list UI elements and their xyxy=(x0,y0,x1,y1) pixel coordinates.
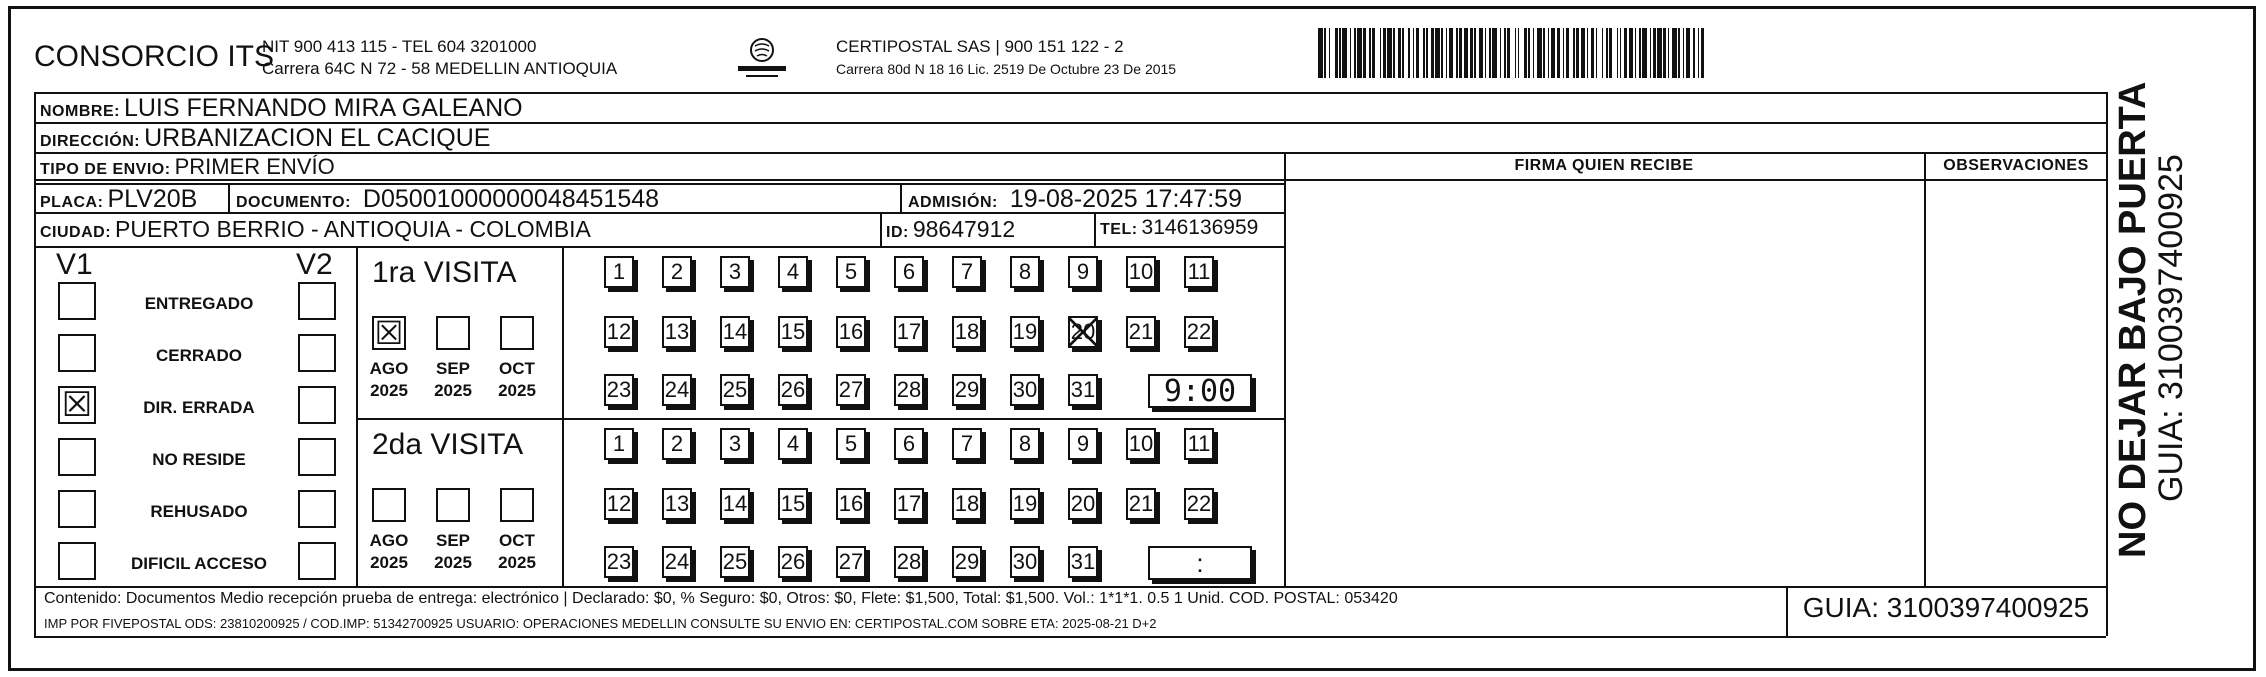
rule xyxy=(228,183,230,212)
year-label: 2025 xyxy=(498,553,536,572)
placa-value: PLV20B xyxy=(107,185,198,213)
rule xyxy=(2106,92,2108,636)
admision-value: 19-08-2025 17:47:59 xyxy=(1009,185,1242,213)
status-v1-checkbox[interactable] xyxy=(58,542,96,580)
day-checkbox[interactable]: 6 xyxy=(894,428,924,460)
tel-value: 3146136959 xyxy=(1141,216,1259,239)
observations-area[interactable] xyxy=(1930,186,2100,580)
day-checkbox[interactable]: 28 xyxy=(894,374,924,406)
status-v1-checkbox[interactable] xyxy=(58,334,96,372)
direccion-value: URBANIZACION EL CACIQUE xyxy=(144,124,491,152)
direccion-row xyxy=(40,124,490,153)
status-v2-checkbox[interactable] xyxy=(298,490,336,528)
day-checkbox[interactable]: 13 xyxy=(662,316,692,348)
rule xyxy=(1284,152,1286,586)
status-v2-checkbox[interactable] xyxy=(298,334,336,372)
documento-row xyxy=(236,185,659,214)
nombre-label: NOMBRE: xyxy=(40,103,120,120)
day-checkbox[interactable]: 4 xyxy=(778,428,808,460)
id-value: 98647912 xyxy=(912,216,1016,242)
tel-row xyxy=(1100,216,1258,240)
status-v1-checkbox[interactable] xyxy=(58,438,96,476)
visit-title: 1ra VISITA xyxy=(372,256,517,289)
status-v1-checkbox[interactable] xyxy=(58,282,96,320)
admision-label: ADMISIÓN: xyxy=(908,194,998,211)
id-label: ID: xyxy=(886,224,909,241)
day-checkbox[interactable]: 2 xyxy=(662,428,692,460)
status-v2-checkbox[interactable] xyxy=(298,386,336,424)
status-v1-checkbox[interactable]: ☒ xyxy=(58,386,96,424)
day-checkbox[interactable]: 15 xyxy=(778,316,808,348)
tipo-value: PRIMER ENVÍO xyxy=(174,154,335,179)
courier-name: CERTIPOSTAL SAS | 900 151 122 - 2 xyxy=(836,37,1124,56)
day-checkbox[interactable]: 8 xyxy=(1010,256,1040,288)
day-checkbox[interactable]: 10 xyxy=(1126,256,1156,288)
day-checkbox[interactable]: 12 xyxy=(604,316,634,348)
month-checkbox[interactable] xyxy=(436,316,470,350)
year-label: 2025 xyxy=(434,381,472,400)
status-v2-checkbox[interactable] xyxy=(298,542,336,580)
day-checkbox[interactable]: 25 xyxy=(720,546,750,578)
direccion-label: DIRECCIÓN: xyxy=(40,133,141,150)
footer-print-info: IMP POR FIVEPOSTAL ODS: 23810200925 / COD.IMP: 51342700925 USUARIO: OPERACIONES MEDELLIN CONSULTE SU ENVIO EN: CERTIPOSTAL.COM SOBRE ETA: 2025-08-21 D+2 xyxy=(44,616,1157,631)
day-checkbox[interactable]: 26 xyxy=(778,546,808,578)
day-checkbox[interactable]: 7 xyxy=(952,256,982,288)
day-checkbox[interactable]: 3 xyxy=(720,428,750,460)
day-checkbox[interactable]: 5 xyxy=(836,428,866,460)
rule xyxy=(1094,212,1096,246)
day-checkbox[interactable]: 27 xyxy=(836,546,866,578)
documento-label: DOCUMENTO: xyxy=(236,194,351,211)
day-checkbox[interactable]: 24 xyxy=(662,546,692,578)
month-label: SEP xyxy=(435,359,471,378)
day-checkbox[interactable]: 14 xyxy=(720,488,750,520)
year-label: 2025 xyxy=(370,381,408,400)
day-checkbox[interactable]: 28 xyxy=(894,546,924,578)
day-checkbox[interactable]: 26 xyxy=(778,374,808,406)
visit-time[interactable]: : xyxy=(1148,546,1252,580)
day-checkbox[interactable]: 29 xyxy=(952,374,982,406)
company-name: CONSORCIO ITS xyxy=(34,40,275,73)
month-label: OCT xyxy=(499,359,535,378)
year-label: 2025 xyxy=(370,553,408,572)
month-checkbox[interactable] xyxy=(372,488,406,522)
day-checkbox[interactable]: 27 xyxy=(836,374,866,406)
month-checkbox[interactable] xyxy=(436,488,470,522)
id-row xyxy=(886,216,1015,243)
month-checkbox[interactable] xyxy=(500,316,534,350)
nombre-value: LUIS FERNANDO MIRA GALEANO xyxy=(123,94,523,122)
status-option-label: DIFICIL ACCESO xyxy=(130,554,267,573)
day-checkbox[interactable]: 14 xyxy=(720,316,750,348)
day-checkbox[interactable]: 20 xyxy=(1068,316,1098,348)
ciudad-row xyxy=(40,216,591,243)
day-checkbox[interactable]: 8 xyxy=(1010,428,1040,460)
status-option-label: CERRADO xyxy=(156,346,242,365)
day-checkbox[interactable]: 30 xyxy=(1010,546,1040,578)
tipo-label: TIPO DE ENVIO: xyxy=(40,161,171,178)
rule-footer xyxy=(34,636,2106,638)
certipostal-logo xyxy=(732,34,792,84)
day-checkbox[interactable]: 4 xyxy=(778,256,808,288)
rule xyxy=(356,418,1284,420)
year-label: 2025 xyxy=(498,381,536,400)
admision-row xyxy=(908,185,1242,214)
footer-content: Contenido: Documentos Medio recepción prueba de entrega: electrónico | Declarado: $0, % Seguro: $0, Otros: $0, Flete: $1,500, Total: $1,500. Vol.: 1*1*1. 0.5 1 Unid. COD. POSTAL: 053420 xyxy=(44,590,1398,607)
day-checkbox[interactable]: 1 xyxy=(604,256,634,288)
status-v2-checkbox[interactable] xyxy=(298,438,336,476)
barcode xyxy=(1318,28,1951,78)
month-checkbox[interactable]: ☒ xyxy=(372,316,406,350)
day-checkbox[interactable]: 12 xyxy=(604,488,634,520)
v1-label: V1 xyxy=(56,248,93,281)
month-label: AGO xyxy=(369,359,409,378)
tipo-row xyxy=(40,154,335,180)
placa-row xyxy=(40,185,197,214)
status-v2-checkbox[interactable] xyxy=(298,282,336,320)
observaciones-label: OBSERVACIONES xyxy=(1943,157,2089,174)
day-checkbox[interactable]: 7 xyxy=(952,428,982,460)
v2-label: V2 xyxy=(296,248,333,281)
day-checkbox[interactable]: 18 xyxy=(952,488,982,520)
day-checkbox[interactable]: 9 xyxy=(1068,428,1098,460)
side-warning: NO DEJAR BAJO PUERTA xyxy=(2112,81,2154,558)
day-checkbox[interactable]: 19 xyxy=(1010,316,1040,348)
status-option-label: REHUSADO xyxy=(150,502,248,521)
day-checkbox[interactable]: 29 xyxy=(952,546,982,578)
month-label: OCT xyxy=(499,531,535,550)
day-checkbox[interactable]: 17 xyxy=(894,316,924,348)
month-checkbox[interactable] xyxy=(500,488,534,522)
day-checkbox[interactable]: 5 xyxy=(836,256,866,288)
day-checkbox[interactable]: 1 xyxy=(604,428,634,460)
visit-time[interactable]: 9:00 xyxy=(1148,374,1252,408)
rule xyxy=(34,246,1284,248)
rule xyxy=(34,92,36,636)
status-option-label: NO RESIDE xyxy=(152,450,246,469)
visit-title: 2da VISITA xyxy=(372,428,524,461)
day-checkbox[interactable]: 10 xyxy=(1126,428,1156,460)
day-checkbox[interactable]: 19 xyxy=(1010,488,1040,520)
day-checkbox[interactable]: 15 xyxy=(778,488,808,520)
nombre-row xyxy=(40,94,523,123)
documento-value: D05001000000048451548 xyxy=(362,185,660,213)
day-checkbox[interactable]: 21 xyxy=(1126,488,1156,520)
status-option-label: DIR. ERRADA xyxy=(143,398,255,417)
day-checkbox[interactable]: 24 xyxy=(662,374,692,406)
day-checkbox[interactable]: 11 xyxy=(1184,256,1214,288)
year-label: 2025 xyxy=(434,553,472,572)
courier-address: Carrera 80d N 18 16 Lic. 2519 De Octubre 23 De 2015 xyxy=(836,61,1177,77)
status-v1-checkbox[interactable] xyxy=(58,490,96,528)
day-checkbox[interactable]: 17 xyxy=(894,488,924,520)
status-option-label: ENTREGADO xyxy=(144,294,254,313)
day-checkbox[interactable]: 20 xyxy=(1068,488,1098,520)
rule xyxy=(880,212,882,246)
tel-label: TEL: xyxy=(1100,221,1138,238)
placa-label: PLACA: xyxy=(40,194,104,211)
day-checkbox[interactable]: 22 xyxy=(1184,488,1214,520)
rule xyxy=(1924,152,1926,586)
day-checkbox[interactable]: 18 xyxy=(952,316,982,348)
footer-guia: GUIA: 3100397400925 xyxy=(1802,592,2090,623)
company-address: Carrera 64C N 72 - 58 MEDELLIN ANTIOQUIA xyxy=(262,59,618,78)
day-checkbox[interactable]: 25 xyxy=(720,374,750,406)
ciudad-label: CIUDAD: xyxy=(40,224,112,241)
day-checkbox[interactable]: 31 xyxy=(1068,546,1098,578)
day-checkbox[interactable]: 30 xyxy=(1010,374,1040,406)
signature-area[interactable] xyxy=(1290,186,1918,580)
firma-label: FIRMA QUIEN RECIBE xyxy=(1514,157,1694,174)
day-checkbox[interactable]: 13 xyxy=(662,488,692,520)
day-checkbox[interactable]: 6 xyxy=(894,256,924,288)
day-checkbox[interactable]: 3 xyxy=(720,256,750,288)
side-guia: GUIA: 3100397400925 xyxy=(2152,154,2190,502)
rule xyxy=(1284,179,2106,181)
day-checkbox[interactable]: 16 xyxy=(836,488,866,520)
day-checkbox[interactable]: 23 xyxy=(604,374,634,406)
day-checkbox[interactable]: 21 xyxy=(1126,316,1156,348)
month-label: AGO xyxy=(369,531,409,550)
day-checkbox[interactable]: 2 xyxy=(662,256,692,288)
rule xyxy=(562,246,564,586)
company-nit: NIT 900 413 115 - TEL 604 3201000 xyxy=(262,37,537,56)
day-checkbox[interactable]: 22 xyxy=(1184,316,1214,348)
rule xyxy=(900,183,902,212)
rule-bottom-table xyxy=(34,586,2106,588)
day-checkbox[interactable]: 11 xyxy=(1184,428,1214,460)
month-label: SEP xyxy=(435,531,471,550)
day-checkbox[interactable]: 23 xyxy=(604,546,634,578)
ciudad-value: PUERTO BERRIO - ANTIOQUIA - COLOMBIA xyxy=(115,216,591,242)
day-checkbox[interactable]: 9 xyxy=(1068,256,1098,288)
day-checkbox[interactable]: 16 xyxy=(836,316,866,348)
day-checkbox[interactable]: 31 xyxy=(1068,374,1098,406)
rule xyxy=(356,246,358,586)
barcode-bar xyxy=(1704,28,1709,78)
